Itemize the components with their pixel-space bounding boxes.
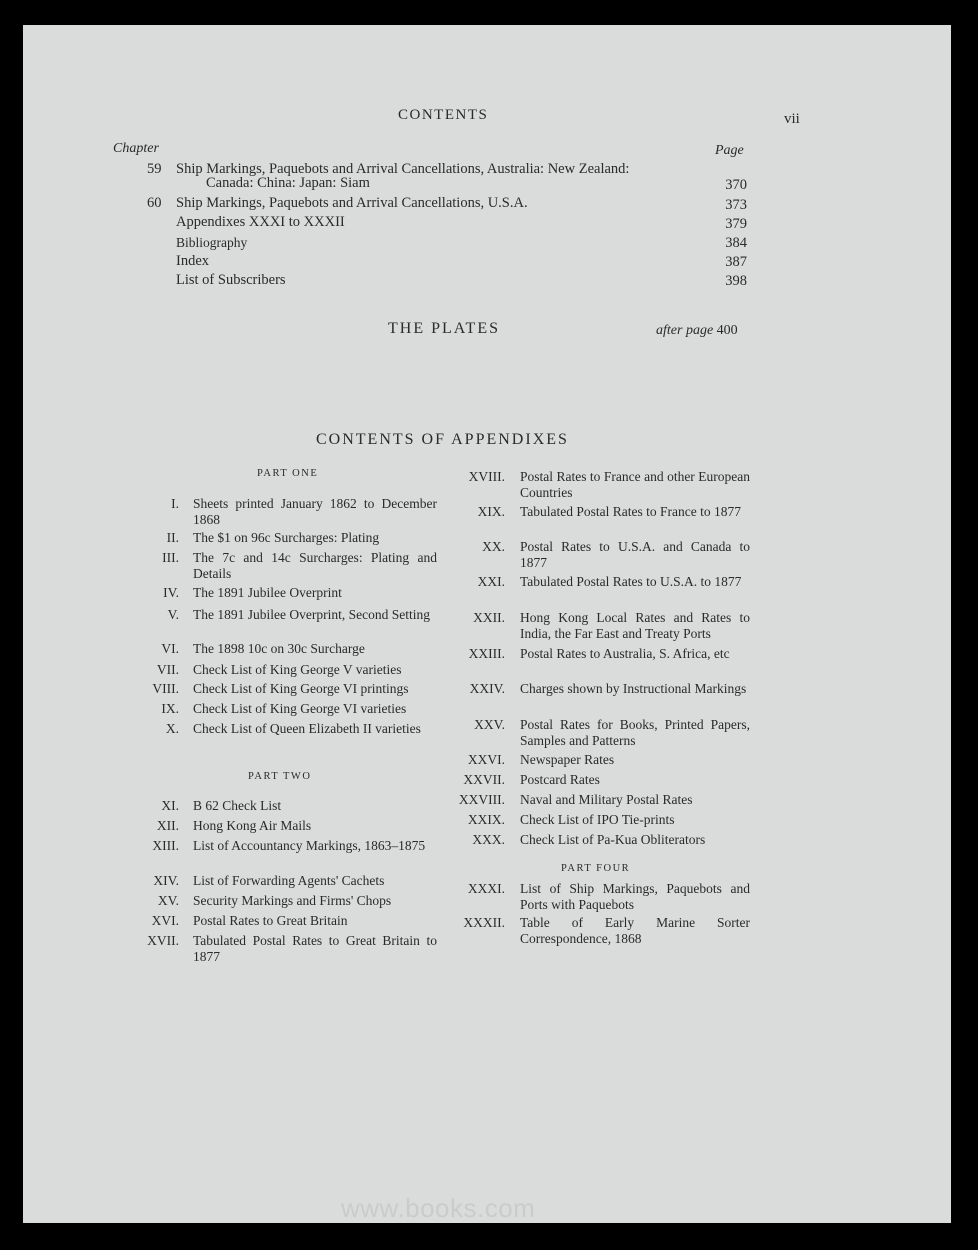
- appendix-title: Postcard Rates: [520, 772, 600, 787]
- appendix-title: The 7c and 14c Surcharges: Plating and Details: [193, 550, 437, 581]
- appendix-numeral: X.: [165, 721, 179, 736]
- appendix-title: Postal Rates to Australia, S. Africa, etc: [520, 646, 730, 661]
- page-header-title: CONTENTS: [398, 107, 489, 123]
- appendix-numeral: IV.: [163, 585, 179, 600]
- appendix-numeral: XX.: [482, 539, 505, 554]
- appendix-title: List of Forwarding Agents' Cachets: [193, 873, 385, 888]
- appendix-numeral: XVI.: [151, 913, 179, 928]
- appendix-numeral: XXIX.: [467, 812, 505, 827]
- appendix-numeral: XV.: [157, 893, 179, 908]
- appendix-numeral: IX.: [161, 701, 179, 716]
- toc-entry-title: Bibliography: [176, 235, 248, 250]
- appendix-title: Tabulated Postal Rates to France to 1877: [520, 504, 742, 519]
- appendix-title: Postal Rates to U.S.A. and Canada to 1877: [520, 539, 750, 570]
- appendix-title: Check List of King George VI varieties: [193, 701, 407, 716]
- appendix-numeral: XXIII.: [468, 646, 505, 661]
- appendix-numeral: II.: [166, 530, 179, 545]
- appendix-numeral: VIII.: [152, 681, 179, 696]
- appendix-title: Check List of Queen Elizabeth II varieties: [193, 721, 421, 736]
- appendix-title: The 1891 Jubilee Overprint, Second Setting: [193, 607, 430, 622]
- appendix-title: Hong Kong Local Rates and Rates to India, the Far East and Treaty Ports: [520, 610, 750, 641]
- plates-after-label: after page: [656, 323, 714, 338]
- appendix-numeral: XIII.: [152, 838, 179, 853]
- appendix-title: The 1891 Jubilee Overprint: [193, 585, 342, 600]
- appendix-numeral: XII.: [156, 818, 179, 833]
- appendix-numeral: XIV.: [153, 873, 179, 888]
- part-four-heading: PART FOUR: [561, 863, 631, 874]
- toc-entry-page: 398: [725, 273, 747, 289]
- appendix-title: The 1898 10c on 30c Surcharge: [193, 641, 365, 656]
- toc-entry-page: 384: [725, 235, 747, 251]
- appendix-numeral: XXVI.: [467, 752, 505, 767]
- toc-entry-page: 379: [725, 216, 747, 232]
- appendix-numeral: XXI.: [477, 574, 505, 589]
- appendix-title: The $1 on 96c Surcharges: Plating: [193, 530, 380, 545]
- part-one-heading: PART ONE: [257, 468, 319, 479]
- appendix-numeral: XIX.: [477, 504, 505, 519]
- appendix-title: Newspaper Rates: [520, 752, 615, 767]
- appendix-numeral: XXII.: [473, 610, 505, 625]
- toc-entry-page: 373: [725, 197, 747, 213]
- appendix-numeral: XI.: [161, 798, 179, 813]
- appendix-title: Check List of Pa-Kua Obliterators: [520, 832, 706, 847]
- appendix-title: Sheets printed January 1862 to December 1868: [193, 496, 437, 527]
- toc-entry-number: 59: [147, 161, 162, 177]
- toc-entry-title: Appendixes XXXI to XXXII: [176, 214, 345, 230]
- toc-entry-number: 60: [147, 195, 162, 211]
- appendix-title: Check List of King George VI printings: [193, 681, 409, 696]
- appendix-numeral: XVIII.: [468, 469, 505, 484]
- toc-entry-page: 370: [725, 177, 747, 193]
- appendix-numeral: XXIV.: [469, 681, 505, 696]
- page-column-label: Page: [715, 143, 744, 158]
- toc-entry-title: Ship Markings, Paquebots and Arrival Cancellations, U.S.A.: [176, 195, 528, 211]
- appendix-title: Postal Rates for Books, Printed Papers, Samples and Patterns: [520, 717, 750, 748]
- appendixes-heading: CONTENTS OF APPENDIXES: [316, 431, 569, 448]
- appendix-title: B 62 Check List: [193, 798, 282, 813]
- page-number: vii: [784, 111, 800, 127]
- appendix-title: Postal Rates to Great Britain: [193, 913, 348, 928]
- appendix-title: Naval and Military Postal Rates: [520, 792, 693, 807]
- toc-entry-page: 387: [725, 254, 747, 270]
- appendix-numeral: VII.: [156, 662, 179, 677]
- appendix-title: List of Accountancy Markings, 1863–1875: [193, 838, 426, 853]
- appendix-numeral: XVII.: [147, 933, 179, 948]
- watermark: www.books.com: [341, 1193, 536, 1223]
- toc-entry-title: Index: [176, 253, 210, 269]
- appendix-numeral: XXVIII.: [458, 792, 505, 807]
- appendix-numeral: XXVII.: [463, 772, 505, 787]
- appendix-title: Postal Rates to France and other European Countries: [520, 469, 750, 500]
- appendix-numeral: III.: [162, 550, 179, 565]
- appendix-title: Check List of King George V varieties: [193, 662, 402, 677]
- plates-location: [656, 323, 738, 339]
- appendix-numeral: XXXII.: [463, 915, 505, 930]
- toc-entry-title: Ship Markings, Paquebots and Arrival Cancellations, Australia: New Zealand:: [176, 161, 630, 177]
- appendix-numeral: XXXI.: [467, 881, 505, 896]
- toc-entry-title-continued: Canada: China: Japan: Siam: [206, 175, 370, 191]
- appendix-title: Tabulated Postal Rates to Great Britain to 1877: [193, 933, 437, 964]
- appendix-title: Check List of IPO Tie-prints: [520, 812, 675, 827]
- plates-heading: THE PLATES: [388, 320, 500, 337]
- appendix-numeral: V.: [167, 607, 179, 622]
- chapter-column-label: Chapter: [113, 141, 159, 156]
- appendix-title: List of Ship Markings, Paquebots and Ports with Paquebots: [520, 881, 750, 912]
- appendix-numeral: XXV.: [474, 717, 505, 732]
- book-page: [23, 25, 951, 1223]
- appendix-numeral: XXX.: [472, 832, 505, 847]
- appendix-numeral: I.: [171, 496, 179, 511]
- appendix-numeral: VI.: [161, 641, 179, 656]
- appendix-title: Charges shown by Instructional Markings: [520, 681, 747, 696]
- part-two-heading: PART TWO: [248, 771, 312, 782]
- toc-entry-title: List of Subscribers: [176, 272, 286, 288]
- appendix-title: Security Markings and Firms' Chops: [193, 893, 392, 908]
- appendix-title: Hong Kong Air Mails: [193, 818, 312, 833]
- appendix-title: Table of Early Marine Sorter Correspondence, 1868: [520, 915, 750, 946]
- plates-page: 400: [716, 323, 738, 338]
- appendix-title: Tabulated Postal Rates to U.S.A. to 1877: [520, 574, 742, 589]
